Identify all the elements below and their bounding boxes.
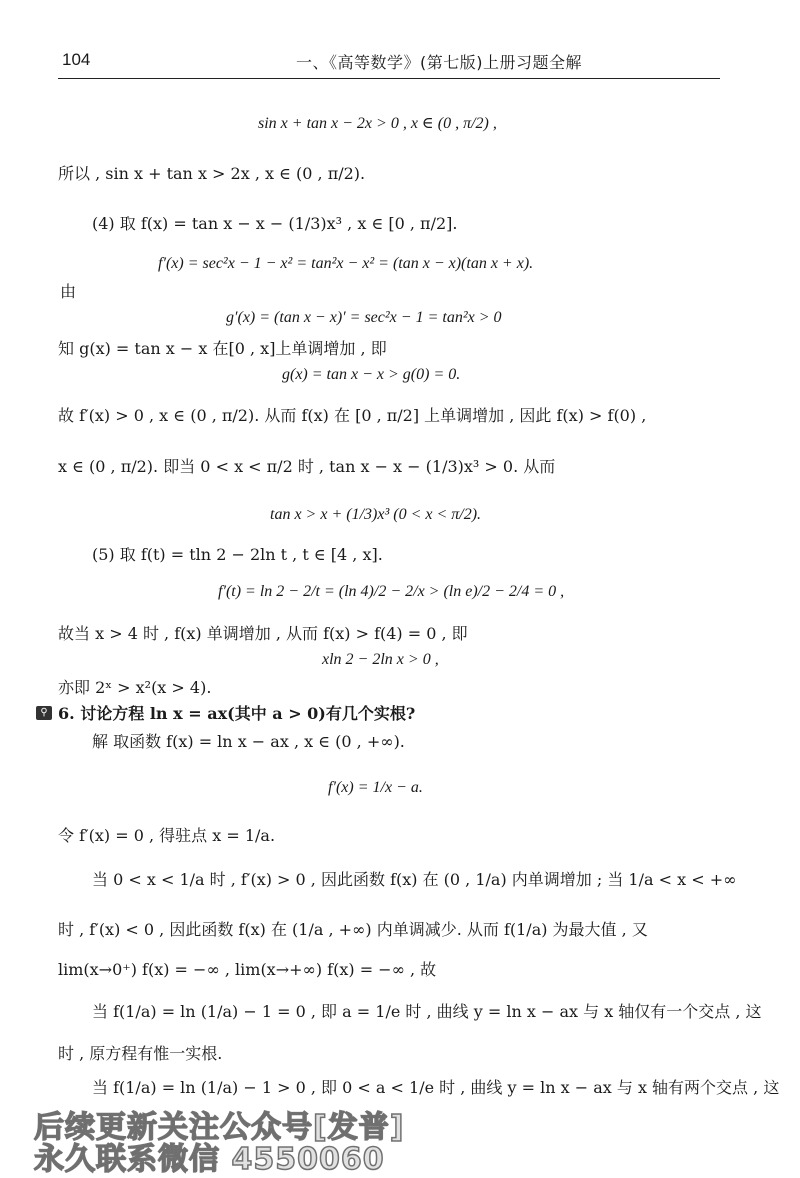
- solution-define-f: 解 取函数 f(x) = ln x − ax , x ∈ (0 , +∞).: [92, 732, 405, 751]
- problem-magnifier-icon: ⚲: [36, 706, 52, 720]
- part4-derivative: f′(x) = sec²x − 1 − x² = tan²x − x² = (tan x − x)(tan x + x).: [158, 255, 534, 272]
- limits-line: lim(x→0⁺) f(x) = −∞ , lim(x→+∞) f(x) = −∞ , 故: [58, 960, 437, 979]
- page-header: [58, 48, 720, 79]
- page-number: 104: [62, 50, 91, 69]
- f-increasing: 故 f′(x) > 0 , x ∈ (0 , π/2). 从而 f(x) 在 [0 , π/2] 上单调增加 , 因此 f(x) > f(0) ,: [58, 406, 647, 425]
- part5-result: 亦即 2ˣ > x²(x > 4).: [58, 678, 212, 697]
- tan-ineq-step: x ∈ (0 , π/2). 即当 0 < x < π/2 时 , tan x − x − (1/3)x³ > 0. 从而: [58, 457, 556, 476]
- g-positive: g(x) = tan x − x > g(0) = 0.: [282, 366, 461, 383]
- watermark-line-1: 后续更新关注公众号[发普]: [34, 1110, 405, 1145]
- part5-increasing: 故当 x > 4 时 , f(x) 单调增加 , 从而 f(x) > f(4) = 0 , 即: [58, 624, 468, 643]
- case-two-roots: 当 f(1/a) = ln (1/a) − 1 > 0 , 即 0 < a < 1/e 时 , 曲线 y = ln x − ax 与 x 轴有两个交点 , 这: [92, 1078, 780, 1097]
- part5-ineq: xln 2 − 2ln x > 0 ,: [322, 651, 439, 668]
- g-increasing: 知 g(x) = tan x − x 在[0 , x]上单调增加 , 即: [58, 339, 387, 358]
- watermark-line-2: 永久联系微信 4550060: [34, 1142, 385, 1177]
- part5-derivative: f′(t) = ln 2 − 2/t = (ln 4)/2 − 2/x > (ln e)/2 − 2/4 = 0 ,: [218, 583, 565, 600]
- word-you: 由: [60, 282, 77, 301]
- solution-derivative: f′(x) = 1/x − a.: [328, 779, 423, 796]
- tan-ineq-result: tan x > x + (1/3)x³ (0 < x < π/2).: [270, 506, 482, 523]
- case-one-root: 当 f(1/a) = ln (1/a) − 1 = 0 , 即 a = 1/e 时 , 曲线 y = ln x − ax 与 x 轴仅有一个交点 , 这: [92, 1002, 762, 1021]
- book-title: 一、《高等数学》(第七版)上册习题全解: [296, 53, 582, 72]
- part5-define-f: (5) 取 f(t) = tln 2 − 2ln t , t ∈ [4 , x].: [92, 545, 383, 564]
- monotonic-increase: 当 0 < x < 1/a 时 , f′(x) > 0 , 因此函数 f(x) 在 (0 , 1/a) 内单调增加 ; 当 1/a < x < +∞: [92, 870, 737, 889]
- monotonic-decrease: 时 , f′(x) < 0 , 因此函数 f(x) 在 (1/a , +∞) 内单调减少. 从而 f(1/a) 为最大值 , 又: [58, 920, 648, 939]
- problem-6-title: 6. 讨论方程 ln x = ax(其中 a > 0)有几个实根?: [58, 704, 416, 723]
- case-one-root-cont: 时 , 原方程有惟一实根.: [58, 1044, 223, 1063]
- part4-define-f: (4) 取 f(x) = tan x − x − (1/3)x³ , x ∈ [0 , π/2].: [92, 214, 458, 233]
- ineq-sin-tan: sin x + tan x − 2x > 0 , x ∈ (0 , π/2) ,: [258, 115, 497, 132]
- conclusion-sin-tan: 所以 , sin x + tan x > 2x , x ∈ (0 , π/2).: [58, 164, 366, 183]
- g-derivative: g′(x) = (tan x − x)′ = sec²x − 1 = tan²x > 0: [226, 309, 502, 326]
- stationary-point: 令 f′(x) = 0 , 得驻点 x = 1/a.: [58, 826, 276, 845]
